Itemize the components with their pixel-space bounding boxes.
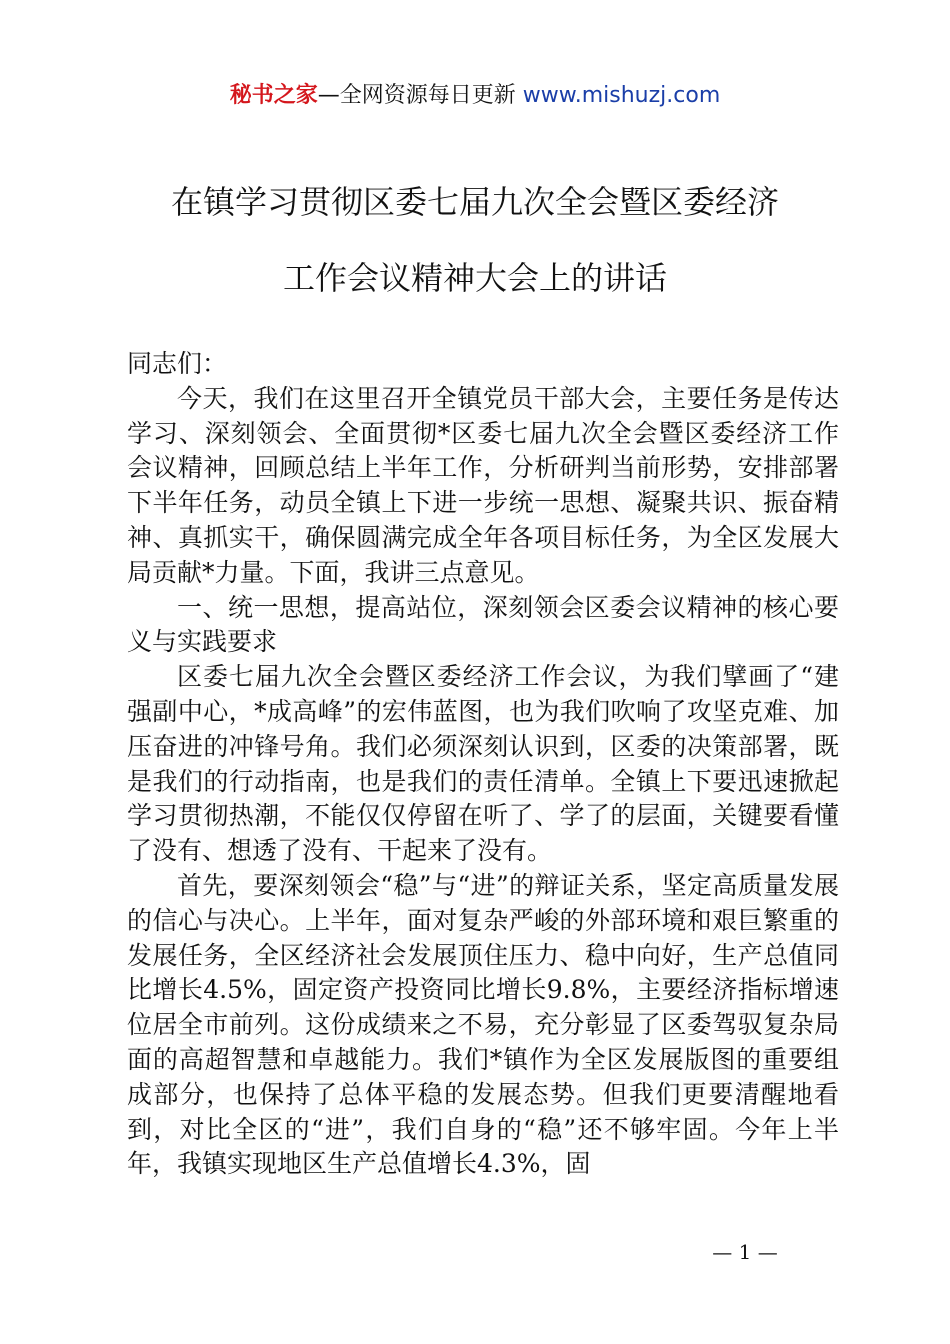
body-paragraph: 区委七届九次全会暨区委经济工作会议，为我们擘画了“建强副中心，*成高峰”的宏伟蓝图，也为我们吹响了攻坚克难、加压奋进的冲锋号角。我们必须深刻认识到，区委的决策部署，既是我们的行动指南，也是我们的责任清单。全镇上下要迅速掀起学习贯彻热潮，不能仅仅停留在听了、学了的层面，关键要看懂了没有、想透了没有、干起来了没有。 [127,662,839,866]
banner-tagline: —全网资源每日更新 [317,83,523,108]
site-banner [0,80,950,112]
body-paragraph: 首先，要深刻领会“稳”与“进”的辩证关系，坚定高质量发展的信心与决心。上半年，面对复杂严峻的外部环境和艰巨繁重的发展任务，全区经济社会发展顶住压力、稳中向好，生产总值同比增长4.5%，固定资产投资同比增长9.8%，主要经济指标增速位居全市前列。这份成绩来之不易，充分彰显了区委驾驭复杂局面的高超智慧和卓越能力。我们*镇作为全区发展版图的重要组成部分，也保持了总体平稳的发展态势。但我们更要清醒地看到，对比全区的“进”，我们自身的“稳”还不够牢固。今年上半年，我镇实现地区生产总值增长4.3%，固 [127,870,839,1179]
salutation: 同志们： [127,349,228,378]
page-number: — 1 — [712,1240,778,1264]
section-heading: 一、统一思想，提高站位，深刻领会区委会议精神的核心要义与实践要求 [127,592,839,657]
document-title-line-2: 工作会议精神大会上的讲话 [282,259,667,297]
brand-name: 秘书之家 [229,83,318,108]
body-paragraph: 今天，我们在这里召开全镇党员干部大会，主要任务是传达学习、深刻领会、全面贯彻*区委七届九次全会暨区委经济工作会议精神，回顾总结上半年工作，分析研判当前形势，安排部署下半年任务，动员全镇上下进一步统一思想、凝聚共识、振奋精神、真抓实干，确保圆满完成全年各项目标任务，为全区发展大局贡献*力量。下面，我讲三点意见。 [127,383,839,587]
document-title-line-1: 在镇学习贯彻区委七届九次全会暨区委经济 [170,183,779,221]
site-url-link[interactable]: www.mishuzj.com [522,83,721,108]
document-body [127,347,839,1182]
